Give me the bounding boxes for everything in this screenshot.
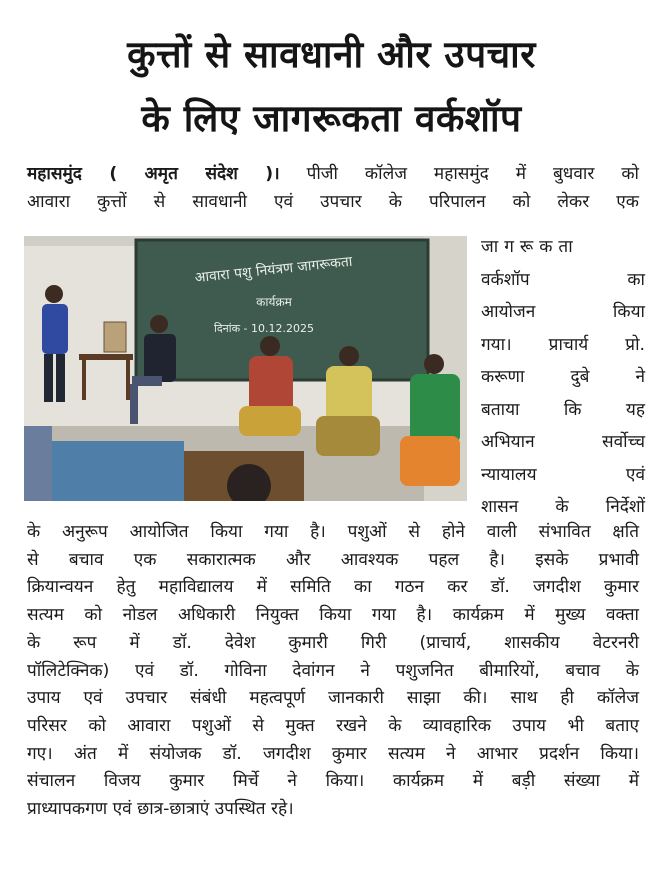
intro-text-1: पीजी कॉलेज महासमुंद में बुधवार को: [306, 164, 639, 184]
dateline: महासमुंद ( अमृत संदेश )।: [27, 164, 280, 184]
event-photo-illustration: [24, 236, 467, 501]
side-line: गया। प्राचार्य प्रो.: [481, 334, 645, 355]
side-line: वर्कशॉप का: [481, 269, 645, 290]
paragraph-line: सत्यम को नोडल अधिकारी नियुक्त किया गया है। कार्यक्रम में मुख्य वक्ता: [27, 605, 639, 626]
paragraph-line: के अनुरूप आयोजित किया गया है। पशुओं से होने वाली संभावित क्षति: [27, 522, 639, 542]
intro-line-2: आवारा कुत्तों से सावधानी एवं उपचार के परिपालन को लेकर एक: [27, 191, 640, 212]
paragraph-line: के रूप में डॉ. देवेश कुमारी गिरी (प्राचार्य, शासकीय वेटरनरी: [27, 632, 639, 653]
paragraph-line: से बचाव एक सकारात्मक और आवश्यक पहल है। इसके प्रभावी: [27, 549, 639, 570]
paragraph-line: उपाय एवं उपचार संबंधी महत्वपूर्ण जानकारी साझा की। साथ ही कॉलेज: [27, 688, 639, 709]
side-line: न्यायालय एवं: [481, 464, 645, 485]
paragraph-line: संचालन विजय कुमार मिर्चे ने किया। कार्यक्रम में बड़ी संख्या में: [27, 771, 639, 792]
side-line: जागरूकता: [481, 237, 579, 257]
side-line: अभियान सर्वोच्च: [481, 432, 645, 452]
chalkboard-subtitle: कार्यक्रम: [256, 295, 292, 309]
paragraph-line: क्रियान्वयन हेतु महाविद्यालय में समिति का गठन कर डॉ. जगदीश कुमार: [27, 577, 639, 598]
paragraph-line: पॉलिटेक्निक) एवं डॉ. गोविना देवांगन ने पशुजनित बीमारियों, बचाव के: [27, 660, 639, 681]
paragraph-line: परिसर को आवारा पशुओं से मुक्त रखने के व्यावहारिक उपाय भी बताए: [27, 715, 639, 736]
event-photo: [24, 236, 467, 501]
intro-line-1: [27, 161, 639, 189]
paragraph-line: गए। अंत में संयोजक डॉ. जगदीश कुमार सत्यम ने आभार प्रदर्शन किया।: [27, 743, 639, 764]
side-line: शासन के निर्देशों: [481, 497, 645, 517]
side-line: आयोजन किया: [481, 302, 645, 322]
side-column-text: [481, 231, 645, 524]
main-paragraph: [27, 519, 639, 824]
side-line: बताया कि यह: [481, 399, 645, 420]
headline-line-1: कुत्तों से सावधानी और उपचार: [127, 33, 536, 76]
side-line: करूणा दुबे ने: [481, 367, 645, 387]
headline-line-2: के लिए जागरूकता वर्कशॉप: [141, 97, 522, 140]
chalkboard-date: दिनांक - 10.12.2025: [213, 322, 315, 335]
intro-paragraph: [27, 161, 639, 216]
paragraph-line: प्राध्यापकगण एवं छात्र-छात्राएं उपस्थित रहे।: [27, 799, 294, 820]
chalkboard-title: आवारा पशु नियंत्रण जागरूकता: [193, 253, 354, 287]
